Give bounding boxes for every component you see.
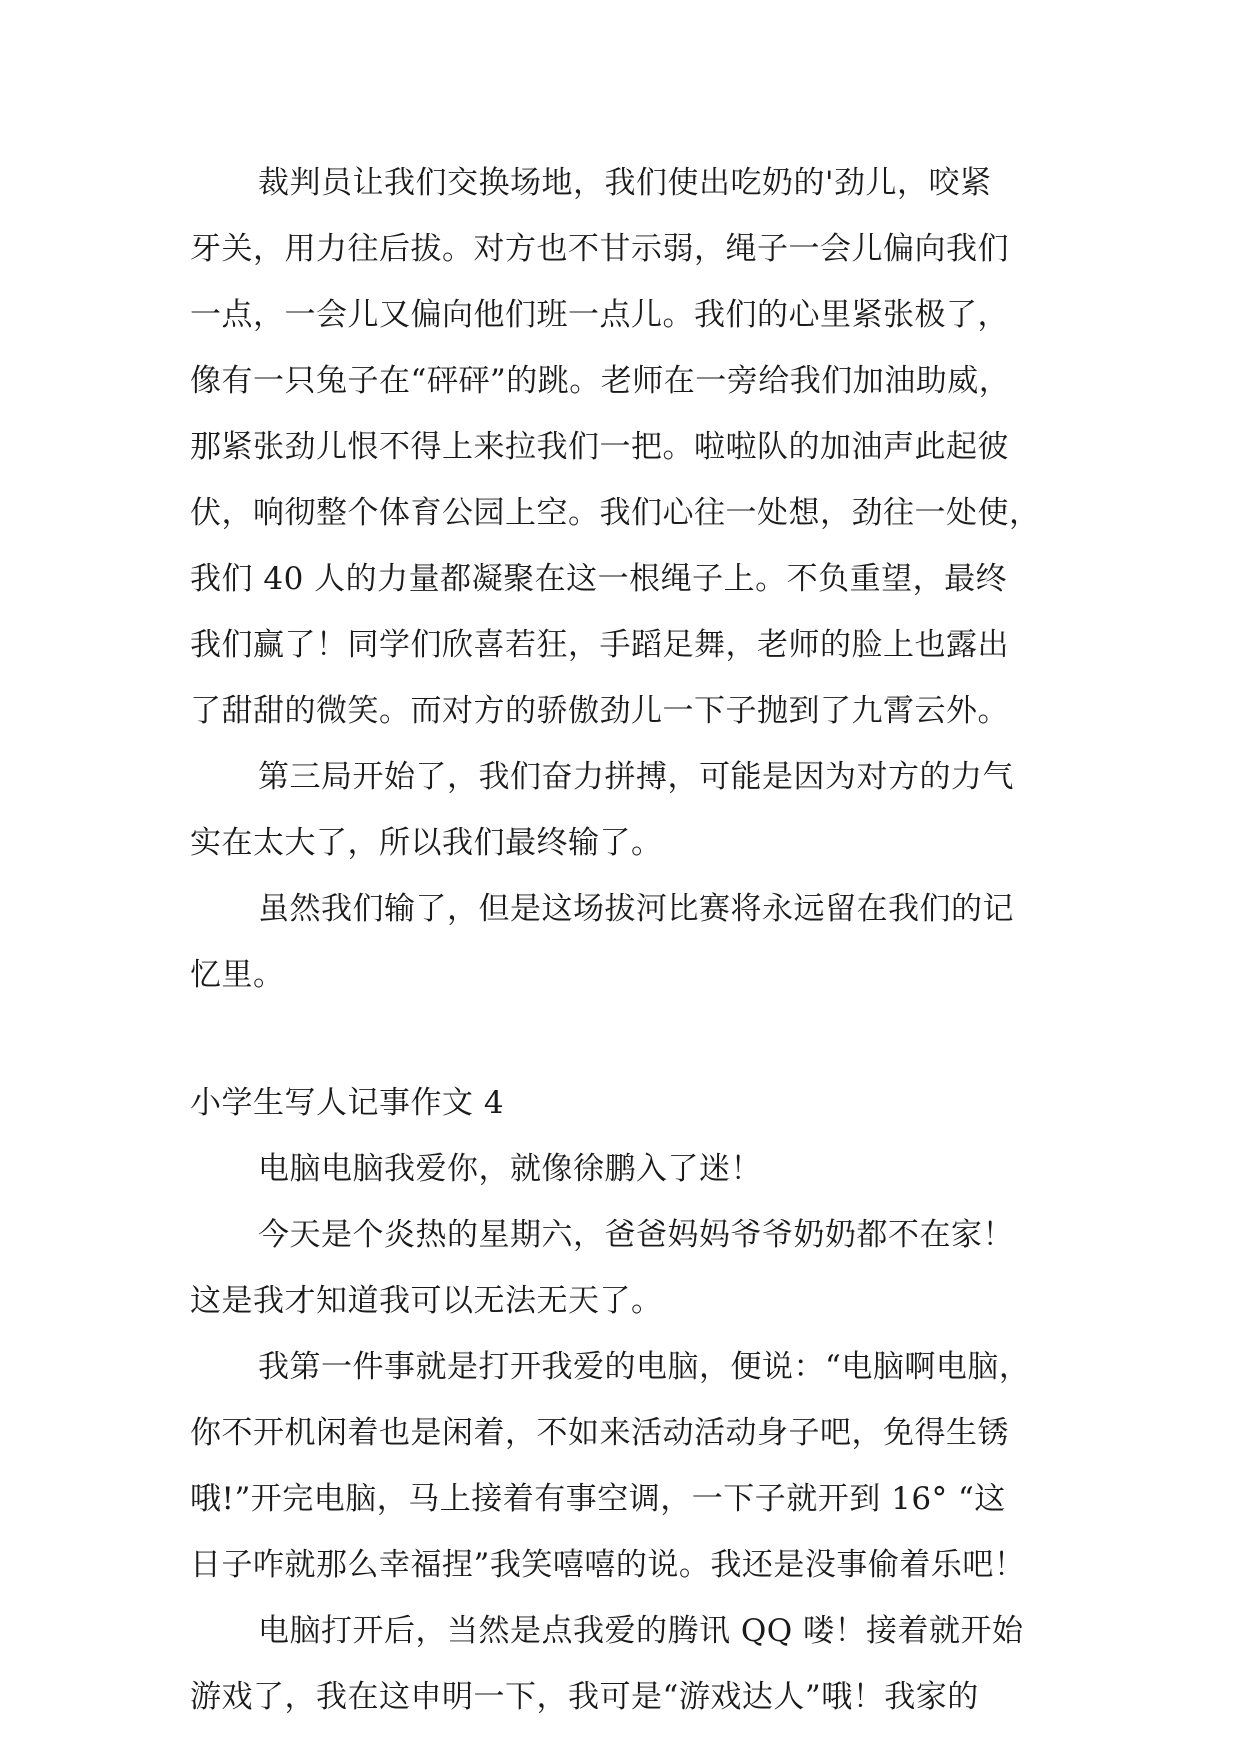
text-line: 牙关，用力往后拔。对方也不甘示弱，绳子一会儿偏向我们	[190, 231, 1009, 267]
text-line: 实在太大了，所以我们最终输了。	[190, 825, 663, 861]
text-line: 了甜甜的微笑。而对方的骄傲劲儿一下子抛到了九霄云外。	[190, 693, 1009, 729]
text-line: 我们赢了！同学们欣喜若狂，手蹈足舞，老师的脸上也露出	[190, 627, 1009, 663]
section-heading: 小学生写人记事作文 4	[190, 1085, 505, 1121]
text-line: 电脑电脑我爱你，就像徐鹏入了迷！	[258, 1151, 762, 1187]
text-line: 伏，响彻整个体育公园上空。我们心往一处想，劲往一处使，	[190, 495, 1041, 531]
text-line: 这是我才知道我可以无法无天了。	[190, 1283, 663, 1319]
text-line: 像有一只兔子在“砰砰”的跳。老师在一旁给我们加油助威，	[190, 363, 1011, 399]
text-line: 电脑打开后，当然是点我爱的腾讯 QQ 喽！接着就开始	[258, 1613, 1024, 1649]
text-line: 我第一件事就是打开我爱的电脑，便说：“电脑啊电脑，	[258, 1349, 1031, 1385]
text-line: 哦!”开完电脑，马上接着有事空调，一下子就开到 16° “这	[190, 1481, 1006, 1517]
text-line: 裁判员让我们交换场地，我们使出吃奶的'劲儿，咬紧	[258, 165, 992, 201]
text-line: 我们 40 人的力量都凝聚在这一根绳子上。不负重望，最终	[190, 561, 1008, 597]
text-line: 一点，一会儿又偏向他们班一点儿。我们的心里紧张极了，	[190, 297, 1009, 333]
text-line: 游戏了，我在这申明一下，我可是“游戏达人”哦！我家的	[190, 1679, 979, 1715]
text-line: 日子咋就那么幸福捏”我笑嘻嘻的说。我还是没事偷着乐吧！	[190, 1547, 1026, 1583]
text-line: 你不开机闲着也是闲着，不如来活动活动身子吧，免得生锈	[190, 1415, 1009, 1451]
text-line: 那紧张劲儿恨不得上来拉我们一把。啦啦队的加油声此起彼	[190, 429, 1009, 465]
text-line: 第三局开始了，我们奋力拼搏，可能是因为对方的力气	[258, 759, 1014, 795]
text-line: 忆里。	[190, 957, 285, 993]
text-line: 今天是个炎热的星期六，爸爸妈妈爷爷奶奶都不在家！	[258, 1217, 1014, 1253]
text-line: 虽然我们输了，但是这场拔河比赛将永远留在我们的记	[258, 891, 1014, 927]
